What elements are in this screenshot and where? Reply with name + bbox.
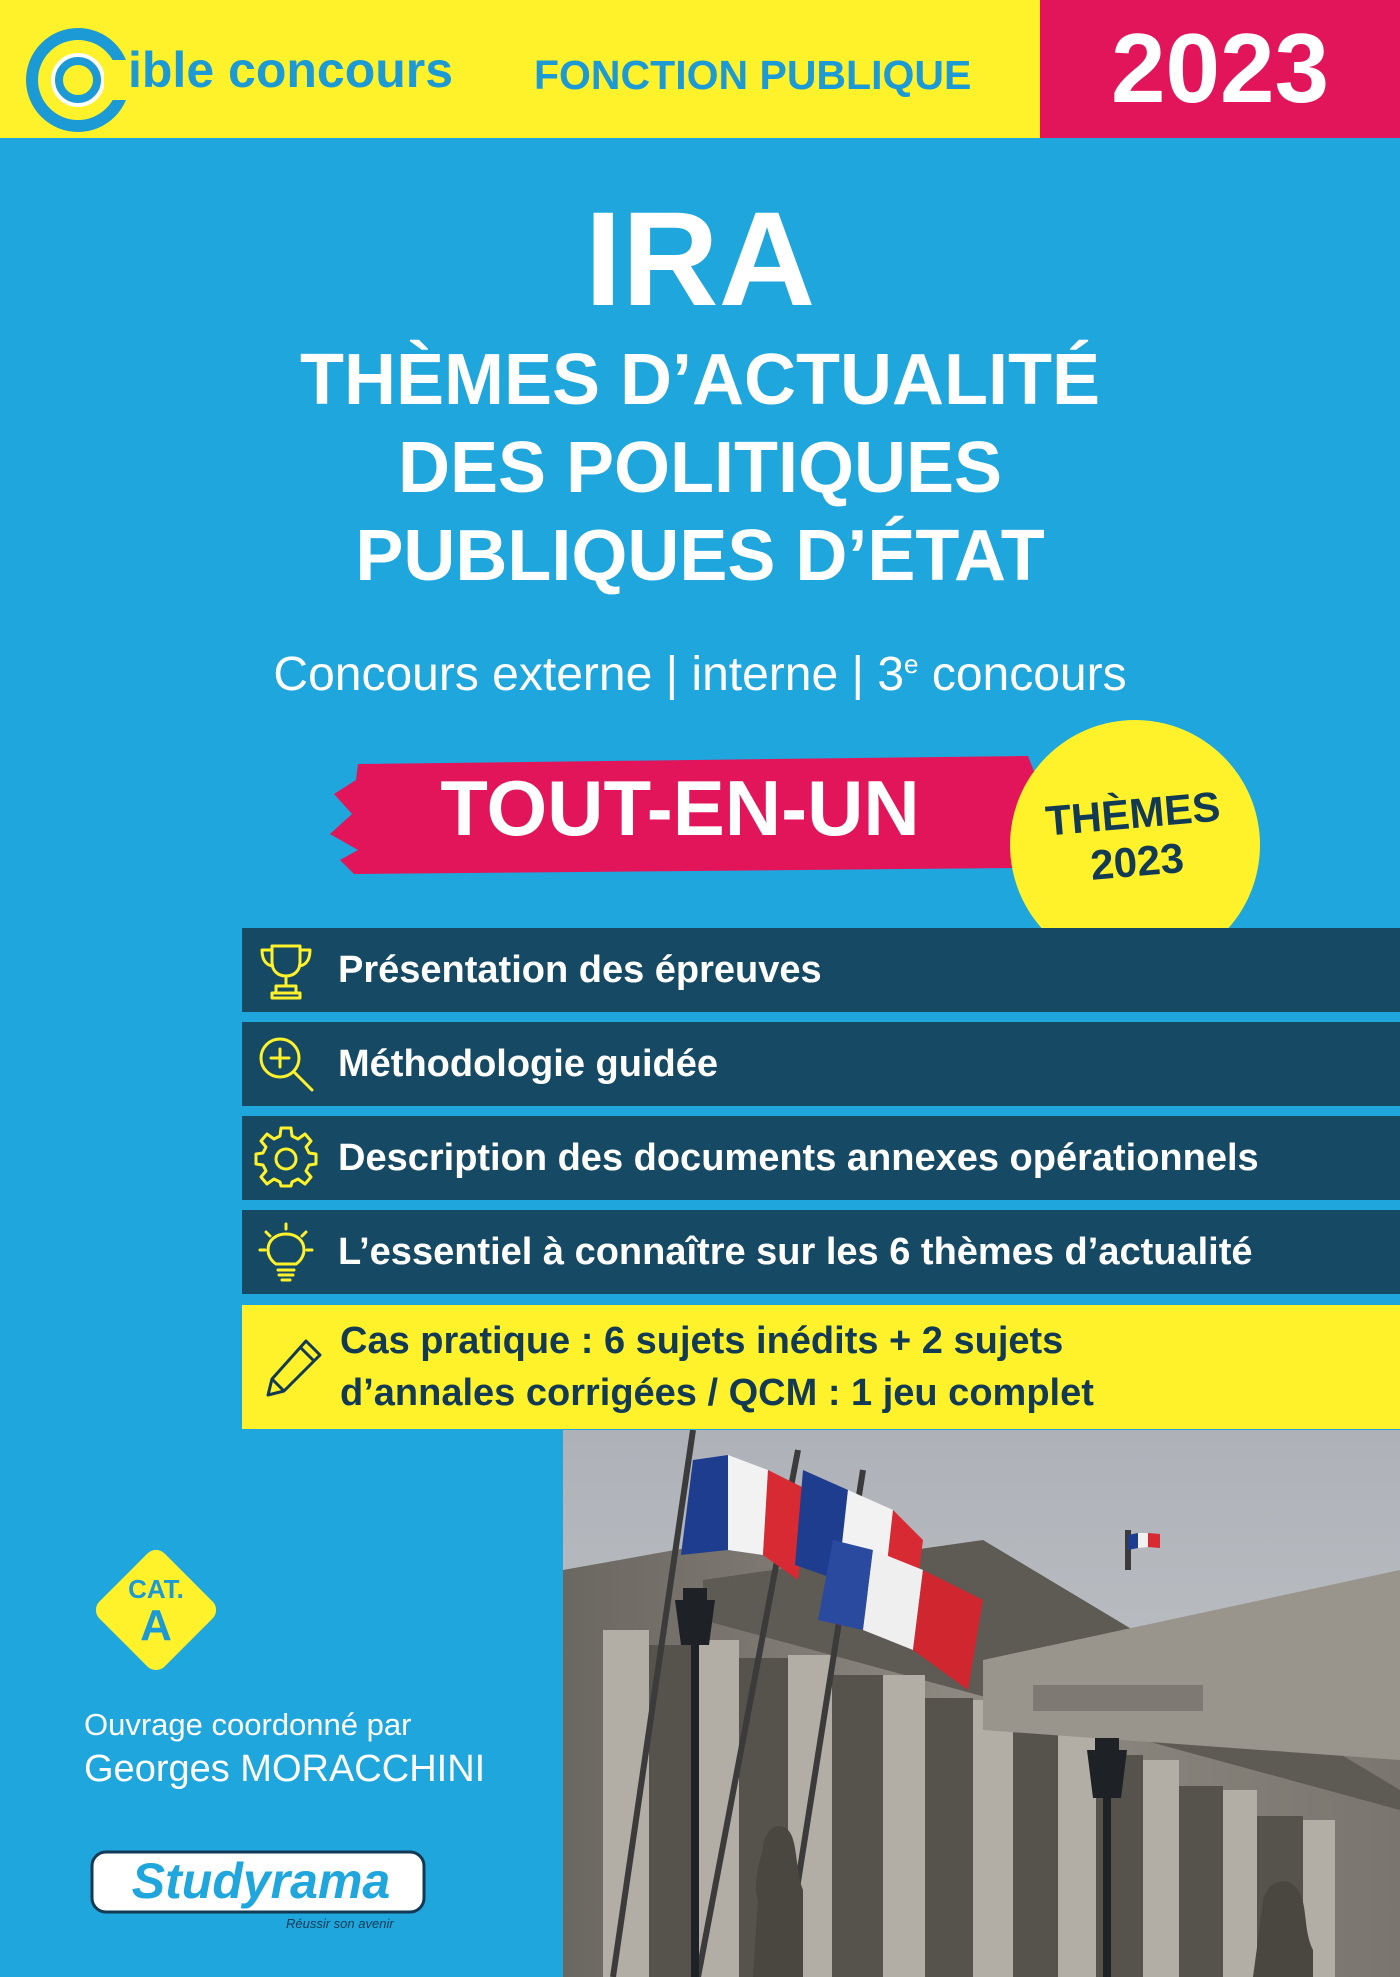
- title-line-3: PUBLIQUES D’ÉTAT: [355, 516, 1045, 596]
- gear-icon: [254, 1126, 318, 1190]
- brand-name: ible concours: [128, 42, 454, 98]
- assemblee-nationale-photo: [563, 1430, 1400, 1977]
- trophy-icon: [254, 938, 318, 1002]
- category-value: A: [140, 1601, 172, 1650]
- subtitle-part-2: concours: [918, 648, 1127, 701]
- lightbulb-icon: [254, 1220, 318, 1284]
- feature-label: Méthodologie guidée: [338, 1043, 718, 1085]
- main-title: IRA: [584, 185, 816, 334]
- edition-year: 2023: [1110, 13, 1329, 123]
- feature-row-presentation: [242, 928, 1400, 1012]
- author-name: Georges MORACCHINI: [84, 1748, 486, 1790]
- feature-row-documents: [242, 1116, 1400, 1200]
- subtitle-part-1: Concours externe | interne | 3: [273, 648, 905, 701]
- highlight-line-2: d’annales corrigées / QCM : 1 jeu complet: [340, 1372, 1094, 1414]
- publisher-tagline: Réussir son avenir: [286, 1916, 394, 1931]
- publisher-name: Studyrama: [131, 1853, 391, 1909]
- subtitle-superscript: e: [904, 649, 919, 679]
- title-line-2: DES POLITIQUES: [397, 428, 1003, 508]
- badge-line-2: 2023: [1088, 833, 1186, 889]
- category-label: CAT.: [128, 1574, 184, 1604]
- cible-logo-icon: [20, 18, 140, 138]
- feature-label: Présentation des épreuves: [338, 949, 822, 991]
- feature-row-methodologie: [242, 1022, 1400, 1106]
- concours-subtitle: [0, 634, 1400, 705]
- badge-line-1: THÈMES: [1043, 782, 1223, 845]
- tout-en-un-label: TOUT-EN-UN: [440, 764, 920, 852]
- pencil-icon: [262, 1335, 326, 1399]
- author-label: Ouvrage coordonné par: [84, 1707, 412, 1742]
- magnifier-plus-icon: [254, 1032, 318, 1096]
- brand-subtitle: FONCTION PUBLIQUE: [534, 52, 972, 98]
- highlight-row-cas-pratique: [242, 1305, 1400, 1429]
- feature-row-essentiel: [242, 1210, 1400, 1294]
- feature-label: L’essentiel à connaître sur les 6 thèmes d’actualité: [338, 1231, 1253, 1273]
- title-line-1: THÈMES D’ACTUALITÉ: [300, 340, 1100, 420]
- highlight-text: [340, 1315, 1094, 1419]
- year-box: [1040, 0, 1400, 138]
- feature-label: Description des documents annexes opérationnels: [338, 1137, 1259, 1179]
- highlight-line-1: Cas pratique : 6 sujets inédits + 2 sujets: [340, 1320, 1064, 1362]
